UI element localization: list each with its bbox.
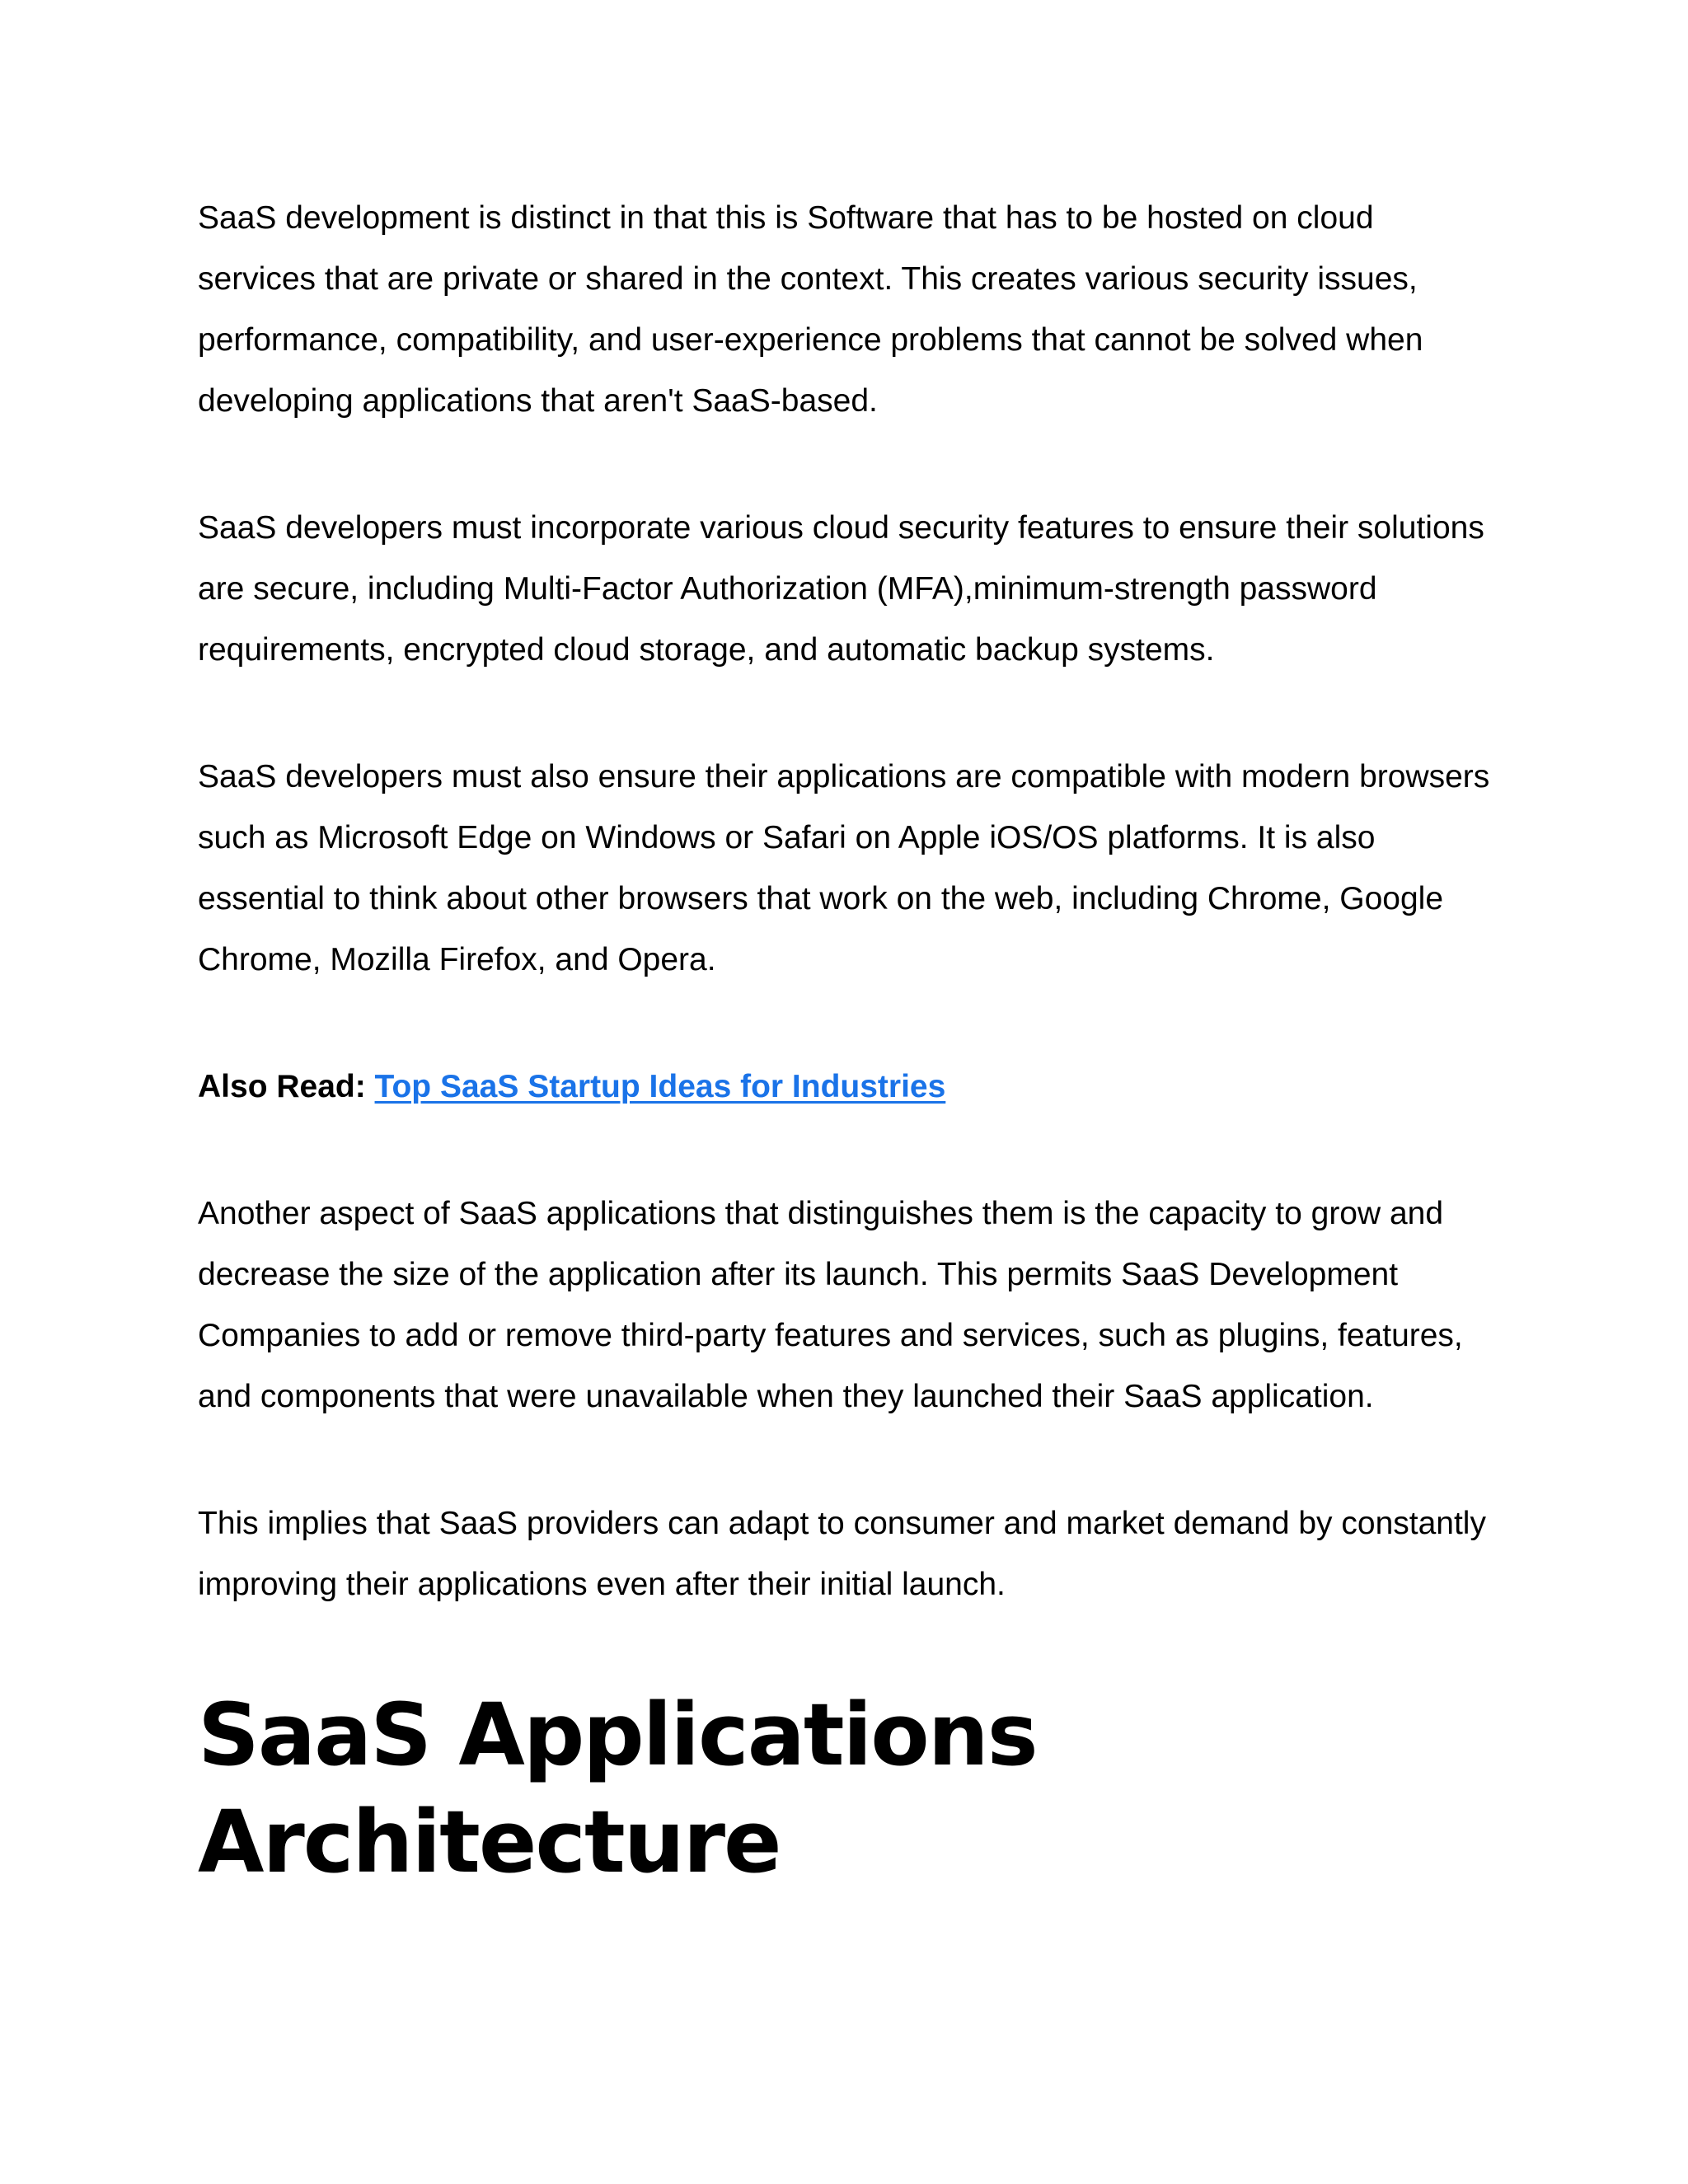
document-content	[198, 188, 1500, 1896]
also-read-line	[198, 1057, 1500, 1118]
paragraph-saas-development: SaaS development is distinct in that this is Software that has to be hosted on cloud services that are private or shared in the context. This creates various security issues, performance, compatibility, and user-experience problems that cannot be solved when developing applications that aren't SaaS-based.	[198, 200, 1423, 419]
paragraph-scalability: Another aspect of SaaS applications that distinguishes them is the capacity to grow and decrease the size of the application after its launch. This permits SaaS Development Companies to add or remove third-party features and services, such as plugins, features, and components that were unavailable when they launched their SaaS application.	[198, 1196, 1463, 1414]
section-heading: SaaS Applications Architecture	[198, 1685, 1037, 1892]
paragraph-security-features: SaaS developers must incorporate various cloud security features to ensure their solutions are secure, including Multi-Factor Authorization (MFA),minimum-strength password requirements, encrypted cloud storage, and automatic backup systems.	[198, 510, 1484, 668]
paragraph-browser-compatibility: SaaS developers must also ensure their applications are compatible with modern browsers such as Microsoft Edge on Windows or Safari on Apple iOS/OS platforms. It is also essential to think about other browsers that work on the web, including Chrome, Google Chrome, Mozilla Firefox, and Opera.	[198, 759, 1490, 977]
also-read-label: Also Read:	[198, 1069, 366, 1104]
paragraph-market-demand: This implies that SaaS providers can adapt to consumer and market demand by constantly improving their applications even after their initial launch.	[198, 1506, 1486, 1602]
also-read-link[interactable]: Top SaaS Startup Ideas for Industries	[374, 1069, 946, 1104]
